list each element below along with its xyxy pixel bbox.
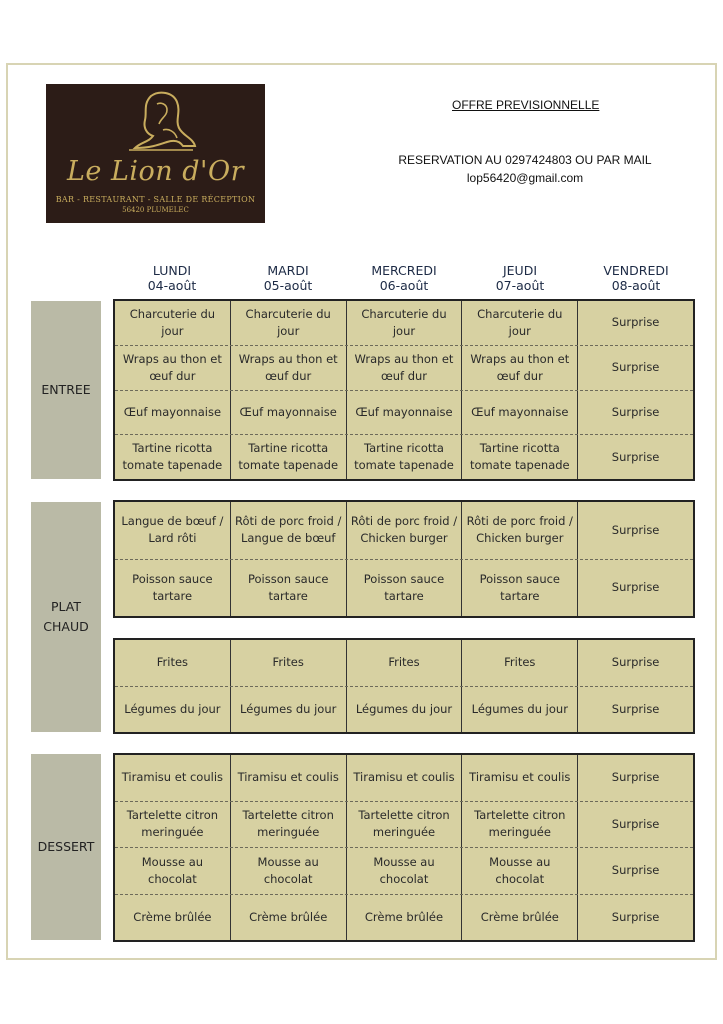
menu-cell: Tiramisu et coulis [461, 755, 577, 801]
menu-cell: Tartine ricotta tomate tapenade [122, 441, 223, 473]
menu-row [115, 434, 693, 479]
menu-cell: Frites [156, 655, 189, 670]
day-header: VENDREDI 08-août [603, 263, 669, 293]
menu-cell: Surprise [577, 346, 693, 390]
menu-cell: Langue de bœuf / Lard rôti [121, 514, 224, 546]
menu-cell: Légumes du jour [346, 687, 462, 733]
dessert-grid [113, 753, 695, 942]
menu-row [115, 345, 693, 390]
day-header: JEUDI 07-août [495, 263, 545, 293]
menu-cell: Tiramisu et coulis [230, 755, 346, 801]
menu-cell: Surprise [577, 640, 693, 686]
menu-cell: Mousse au chocolat [346, 848, 462, 894]
menu-cell: Surprise [577, 502, 693, 559]
entree-grid [113, 299, 695, 481]
offer-title: OFFRE PREVISIONNELLE [452, 98, 600, 112]
menu-cell: Frites [346, 640, 462, 686]
menu-cell: Surprise [577, 301, 693, 345]
restaurant-logo [46, 84, 265, 223]
menu-row [115, 894, 693, 941]
menu-cell: Wraps au thon et œuf dur [346, 346, 462, 390]
menu-cell: Charcuterie du jour [461, 301, 577, 345]
menu-cell: Tartelette citron meringuée [230, 802, 346, 848]
menu-cell: Surprise [577, 391, 693, 435]
plat-grid [113, 500, 695, 618]
menu-cell: Charcuterie du jour [346, 301, 462, 345]
menu-cell: Charcuterie du jour [129, 306, 216, 338]
menu-cell: Surprise [577, 687, 693, 733]
menu-cell: Poisson sauce tartare [230, 560, 346, 617]
menu-cell: Tartelette citron meringuée [461, 802, 577, 848]
menu-cell: Charcuterie du jour [230, 301, 346, 345]
menu-cell: Surprise [577, 848, 693, 894]
menu-cell: Rôti de porc froid / Chicken burger [461, 502, 577, 559]
garniture-grid [113, 638, 695, 734]
menu-cell: Crème brûlée [230, 895, 346, 941]
menu-cell: Mousse au chocolat [230, 848, 346, 894]
menu-row [115, 559, 693, 617]
menu-cell: Surprise [577, 755, 693, 801]
menu-cell: Poisson sauce tartare [346, 560, 462, 617]
menu-cell: Tartine ricotta tomate tapenade [461, 435, 577, 479]
menu-cell: Surprise [577, 435, 693, 479]
menu-cell: Surprise [577, 802, 693, 848]
menu-row [115, 502, 693, 559]
menu-cell: Rôti de porc froid / Chicken burger [346, 502, 462, 559]
lion-icon [121, 90, 201, 154]
menu-cell: Surprise [577, 560, 693, 617]
menu-cell: Œuf mayonnaise [123, 404, 222, 419]
logo-city: 56420 PLUMELEC [122, 206, 189, 214]
logo-name: Le Lion d'Or [66, 156, 245, 187]
day-header: MARDI 05-août [263, 263, 313, 293]
menu-row [115, 301, 693, 345]
menu-cell: Crème brûlée [461, 895, 577, 941]
menu-cell: Rôti de porc froid / Langue de bœuf [230, 502, 346, 559]
menu-cell: Tiramisu et coulis [121, 770, 224, 785]
section-label-entree: ENTREE [31, 301, 101, 479]
menu-cell: Tartine ricotta tomate tapenade [346, 435, 462, 479]
day-header: LUNDI 04-août [147, 263, 197, 293]
menu-row [115, 640, 693, 686]
menu-cell: Frites [230, 640, 346, 686]
menu-cell: Œuf mayonnaise [230, 391, 346, 435]
menu-row [115, 847, 693, 894]
menu-row [115, 686, 693, 733]
menu-cell: Crème brûlée [346, 895, 462, 941]
section-label-dessert: DESSERT [31, 754, 101, 940]
menu-cell: Légumes du jour [230, 687, 346, 733]
section-label-plat-chaud: PLAT CHAUD [31, 502, 101, 732]
menu-cell: Légumes du jour [124, 701, 221, 716]
menu-cell: Surprise [577, 895, 693, 941]
menu-cell: Œuf mayonnaise [346, 391, 462, 435]
menu-cell: Tiramisu et coulis [346, 755, 462, 801]
menu-cell: Légumes du jour [461, 687, 577, 733]
day-header: MERCREDI 06-août [371, 263, 437, 293]
menu-row [115, 801, 693, 848]
menu-row [115, 390, 693, 435]
menu-cell: Tartelette citron meringuée [126, 808, 219, 840]
menu-cell: Tartine ricotta tomate tapenade [230, 435, 346, 479]
logo-subtitle: BAR - RESTAURANT - SALLE DE RÉCEPTION [55, 195, 256, 204]
email-address: lop56420@gmail.com [466, 171, 584, 185]
menu-cell: Wraps au thon et œuf dur [230, 346, 346, 390]
menu-cell: Mousse au chocolat [461, 848, 577, 894]
menu-cell: Poisson sauce tartare [461, 560, 577, 617]
contact-info [380, 151, 670, 187]
reservation-line: RESERVATION AU 0297424803 OU PAR MAIL [398, 153, 652, 167]
menu-cell: Tartelette citron meringuée [346, 802, 462, 848]
menu-cell: Poisson sauce tartare [132, 571, 213, 603]
menu-cell: Frites [461, 640, 577, 686]
menu-cell: Wraps au thon et œuf dur [461, 346, 577, 390]
menu-cell: Crème brûlée [133, 909, 212, 924]
menu-cell: Œuf mayonnaise [461, 391, 577, 435]
menu-row [115, 755, 693, 801]
menu-cell: Wraps au thon et œuf dur [122, 351, 222, 383]
menu-cell: Mousse au chocolat [141, 854, 204, 886]
day-headers [114, 263, 694, 295]
